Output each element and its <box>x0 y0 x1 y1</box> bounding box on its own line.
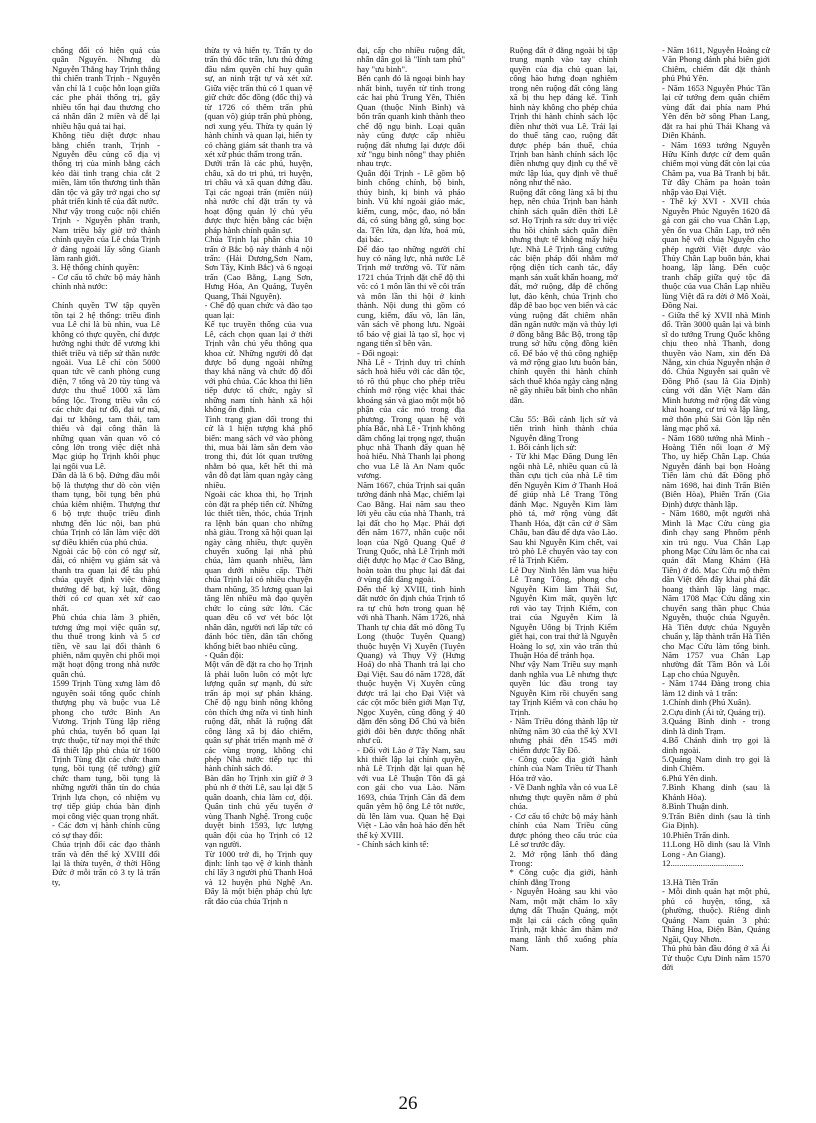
column-4-text: Ruộng đất ở đằng ngoài bị tập trung mạnh vào tay chính quyền của địa chủ quan lại, công hào hưng đoạn nghiêm trọng nên ruộng đất công làng xã bị thu hẹp đáng kể. Tình hình này không cho phép chúa Trịnh thi hành chính sách lộc điền như thời vua Lê. Trái lại do thuế tăng cao, ruộng đất được phép bán thuế, chúa Trịnh ban hành chính sách lộc điền nhưng quy định cụ thể về mức lập lúa, quy định về thuế nông như thế nào. Ruộng đất công làng xã bị thu hẹp, nên chúa Trịnh ban hành chính sách quân điền thời Lê sơ. Họ Trịnh ra sức duy trì việc thu hồi chính sách quân điền nhưng thực tế không mấy hiệu lực. Nhà Lê Trịnh tăng cường các biện pháp đối nhằm mở rộng diện tích canh tác, đẩy mạnh sản xuất khẩn hoang, mở đất, mở ruộng, đắp đê chống lụt, đào kênh, chúa Trịnh cho đắp đê bao bọc ven biển và các vùng ruộng đất chiêm nhân dân ngăn nước mặn và thủy lợi ở đồng bằng Bắc Bộ, trong tập trung sở hữu cộng đồng kiên cố. Để bảo vệ thủ công nghiệp và mở rộng giao lưu buôn bán, chính quyền thi hành chính sách thuế khóa ngày càng nặng nề gây nhiều bất bình cho nhân dân. Câu 55: Bối cảnh lịch sử và tiến trình hình thành chúa Nguyễn đằng Trong 1. Bối cảnh lịch sử: - Từ khi Mạc Đăng Dung lên ngôi nhà Lê, nhiều quan cũ là thần cựu tịch của nhà Lê tìm đến Nguyễn Kim ở Thanh Hoá để giúp nhà Lê Trang Tông đánh Mạc. Nguyễn Kim làm phò tá, mở rộng vùng đất Thanh Hóa, đặt căn cứ ở Sầm Châu, ban đầu để dựa vào Lào. Sau khi Nguyễn Kim chết, vai trò phò Lê chuyển vào tay con rể là Trịnh Kiểm. Lê Duy Ninh lên làm vua hiệu Lê Trang Tông, phong cho Nguyễn Kim làm Thái Sư, Nguyễn Kim mất, quyền lực rơi vào tay Trịnh Kiểm, con trai của Nguyễn Kim là Nguyễn Uông bị Trịnh Kiểm giết hại, con trai thứ là Nguyễn Hoàng lo sợ, xin vào trấn thủ Thuận Hóa để tránh họa. Như vậy Nam Triều suy mạnh danh nghĩa vua Lê nhưng thực quyền lúc đầu trong tay Nguyễn Kim rồi chuyển sang tay Trịnh Kiểm và con cháu họ Trịnh. - Năm Triều đóng thành lập từ những năm 30 của thế kỷ XVI nhưng phải đến 1545 mới chiếm được Tây Đô. - Công cuộc địa giới hành chính của Nam Triều từ Thanh Hóa trở vào. - Về Danh nghĩa vẫn có vua Lê nhưng thực quyền nằm ở phủ chúa. - Cơ cấu tổ chức bộ máy hành chính của Nam Triều cũng được phỏng theo cấu trúc của Lê sơ trước đây. 2. Mở rộng lãnh thổ đàng Trong: * Công cuộc địa giới, hành chính đằng Trong - Nguyễn Hoàng sau khi vào Nam, một mặt chăm lo xây dựng đất Thuận Quảng, một mặt lại cải cách công quân Trịnh, mặt khác âm thầm mở mang lãnh thổ xuống phía Nam. <box>509 46 618 954</box>
column-5 <box>662 46 770 1084</box>
column-3-text: đại, cấp cho nhiều ruộng đất, nhân dân gọi là "lính tam phủ" hay "ưu binh". Bên cạnh đó là ngoại binh hay nhất binh, tuyển từ tỉnh trong các hai phủ Trung Yên, Thiên Quan (thuộc Ninh Bình) và bốn trấn quanh kinh thành theo chế độ ngụ binh. Loại quân này cũng được cấp nhiều ruộng đất nhưng lại được đối xử "ngụ binh nông" thay phiên nhau trực. Quân đội Trịnh - Lê gồm bộ binh chống chính, bộ binh, thủy binh, kị binh và pháo binh. Vũ khí ngoài giáo mác, kiếm, cung, mộc, đao, nỏ bắn đá, có súng bằng gỗ, súng bọc da. Tên lửa, dạn lửa, hoả mù, đại bác. Để đảo tạo những người chỉ huy có năng lực, nhà nước Lê Trịnh mở trường võ. Từ năm 1721 chúa Trịnh đặt chế độ thi võ: có 1 môn lần thi về côi trấn và môn lần thi hội ở kinh thành. Nội dung thi gồm có cung, kiếm, đấu võ, lãn lăn, văn sách về phong lưu. Ngoài tổ bảo vệ giai là tạo sĩ, học vị ngang tiến sĩ bên văn. - Đối ngoại: Nhà Lê - Trịnh duy trì chính sách hoà hiếu với các dân tộc, tỏ rõ thủ phục cho phép triều chính mở rộng việc khai thác khoáng sản và giao một một bộ phận của các mỏ trong địa phương. Trong quan hệ với phía Bắc, nhà Lê - Trịnh không dâm chống lại trọng ngơ, thuận phục nhà Thanh đẩy quan hệ hoà hiếu. Nhà Thanh lại phong cho vua Lê là An Nam quốc vương. Năm 1667, chúa Trịnh sai quân tướng đánh nhà Mạc, chiếm lại Cao Bằng. Hai năm sau theo lời yêu cầu của nhà Thanh, trả lại đất cho họ Mạc. Phải đợi đến năm 1677, nhân cuộc nổi loạn của Ngô Quang Quế ở Trung Quốc, nhà Lê Trịnh mới diệt được họ Mạc ở Cao Bằng, hoàn toàn thu phục lại đất đai ở vùng đất đăng ngoài. Đến thế kỷ XVIII, tình hình đất nước ổn định chúa Trịnh tổ ra tự chủ hơn trong quan hệ với nhà Thanh. Năm 1726, nhà Thanh tự chia đất mỏ đồng Tụ Long (thuộc Tuyên Quang) thuộc huyện Vị Xuyên (Tuyên Quang) và Thụy Vỹ (Hưng Hoá) do nhà Thanh trả lại cho Đại Việt. Sau đó năm 1728, đất thuộc huyện Vị Xuyên cũng được trả lại cho Đại Việt và các cột mốc biên giới Mạn Tự, Ngọc Xuyên, cũng đồng ý 40 dặm đến sông Đổ Chú và biên giới đôi bên được thống nhất như cũ. - Đối với Lào ở Tây Nam, sau khi thiết lập lại chính quyền, nhà Lê Trịnh đặt lại quan hệ với vua Lê Thuận Tôn đã gả con gái cho vua Lào. Năm 1693, chúa Trịnh Căn đã đem quân yêm hộ ông Lê tôt nước, dù lên làm vua. Quan hệ Đại Việt - Lào vẫn hoà hảo đến hết thế kỷ XVIII. - Chính sách kinh tế: <box>357 46 465 850</box>
page-number: 26 <box>398 1093 418 1114</box>
text-columns <box>52 46 770 1084</box>
column-5-text: - Năm 1611, Nguyễn Hoàng cử Văn Phong đánh phá biên giới Chiêm, chiếm đất đặt thành phủ Phú Yên. - Năm 1653 Nguyễn Phúc Tần lại cử tướng đem quân chiếm vùng đất đai phía nam Phú Yên đến bờ sông Phan Lang, đặt ra hai phủ Thái Khang và Diên Khánh. - Năm 1693 tướng Nguyễn Hữu Kính được cử đem quân chiếm mọi vùng đất còn lại của Chăm pa, vua Bà Tranh bị bắt. Từ đây Chăm pa hoàn toàn nhập vào Đại Việt. - Thế kỷ XVI - XVII chúa Nguyễn Phúc Nguyên 1620 đã gả con gái cho vua Chân Lạp, yên ổn vua Chân Lạp, trở nên quan hệ với chúa Nguyễn cho phép người Việt được vào Thủy Chân Lạp buôn bán, khai hoang, lập làng. Đến cuộc tranh chấp giữa quý tộc đã thuộc của vua Chân Lạp nhiều lùng Việt đã ra đời ở Mô Xoài, Đồng Nai. - Giữa thế kỷ XVII nhà Minh đổ. Trần 3000 quân lại và binh sĩ do tướng Trung Quốc không chịu theo nhà Thanh, dong thuyền vào Nam, xin đến Đà Nẵng, xin chúa Nguyễn nhận ở đó. Chúa Nguyễn sai quân về Đồng Phố (sau là Gia Định) cùng với dân Việt Nam dân Minh hương mở rộng đất vùng khai hoang, cư trú và lập làng, mở thôn phủ Sài Gòn lập nên làng mạc phố xá. - Năm 1680 tướng nhà Minh - Hoàng Tiến nổi loạn ở Mỹ Tho, uy hiếp Chân Lạp. Chúa Nguyễn đánh bại bọn Hoàng Tiến làm chủ đất Đồng phố năm 1698, hai đinh Trấn Biên (Biên Hòa), Phiên Trấn (Gia Định) được thành lập. - Năm 1680, một người nhà Minh là Mạc Cửu cùng gia đình chạy sang Phnôm pênh xin trú ngụ. Vua Chân Lạp phong Mạc Cửu làm ốc nha cai quản đất Mang Khảm (Hà Tiên) ở đó. Mạc Cửu mộ thêm dân Việt đến đây khai phá đất hoang thành lập làng mạc. Năm 1708 Mạc Cửu dâng xin chuyển sang thần phục Chúa Nguyễn, thuộc chúa Nguyễn. Hà Tiên được chúa Nguyễn chuẩn y, lập thành trấn Hà Tiên cho Mạc Cửu làm tổng binh. Năm 1757 vua Chân Lạp nhường đất Tầm Bôn và Lôi Lạp cho chúa Nguyễn. - Năm 1744 Đàng trong chia làm 12 dinh và 1 trấn: 1.Chính dinh (Phú Xuân). 2.Cựu dinh (Ái tử, Quảng trị). 3.Quảng Bình dinh - trong dinh là dinh Trạm. 4.Bố Chánh dinh trọ gọi là dinh ngoài. 5.Quảng Nam dinh trọ gọi là dinh Chiêm. 6.Phú Yên dinh. 7.Bình Khang dinh (sau là Khánh Hòa). 8.Bình Thuận dinh. 9.Trấn Biên dinh (sau là tỉnh Gia Định). 10.Phiên Trấn dinh. 11.Long Hồ dinh (sau là Vĩnh Long - An Giang). 12.................................. 13.Hà Tiên Trấn - Mỗi dinh quản hạt một phủ, phủ có huyện, tổng, xã (phường, thuộc). Riêng dinh Quảng Nam quản 3 phủ: Thăng Hoa, Điện Bàn, Quảng Ngãi, Quy Nhơn. Thủ phủ bàn đầu đóng ở xã Ái Tử thuộc Cựu Dinh năm 1570 đời <box>662 46 770 972</box>
column-1 <box>52 46 160 1084</box>
column-2 <box>205 46 313 1084</box>
column-1-text: chống đối có hiện quả của quân Nguyên. Nhưng dù Nguyễn Thắng hay Trịnh thắng thì chiến tranh Trịnh - Nguyễn vẫn chỉ là 1 cuộc hỗn loạn giữa các phe phái thống trị, gây nhiều tổn hại đau thương cho cả nhân dân 2 miền và để lại nhiều hậu quả tai hại. Không tiêu diệt được nhau bằng chiến tranh, Trịnh - Nguyễn đều củng cố địa vị thống trị của mình bằng cách kéo dài tình trạng chia cắt 2 miền, làm tổn thương tình thần dân tộc và gây trở ngại cho sự phát triển kinh tế của đất nước. Như vậy trong cuộc nội chiến Trịnh - Nguyễn phân tranh, Nam triều bây giờ trở thành chính quyền của Lê chúa Trịnh ở đàng ngoài lấy sông Gianh làm ranh giới. 3. Hệ thống chính quyền: - Cơ cấu tổ chức bộ máy hành chính nhà nước: Chính quyền TW tập quyền tồn tại 2 hệ thống: triều đình vua Lê chỉ là bù nhìn, vua Lê không có thực quyền, chỉ được hưởng nghi thức để vương khi thiết triều và tiếp sứ thần nước ngoài. Vua Lê chỉ còn 5000 quan tức về canh phòng cung điện, 7 tổng và 20 tùy tùng và được thu thuế 1000 xã làm bổng lộc. Trong triều vẫn có các chức đại tư đồ, đại tư mã, đại tư không, tam thái, tam thiếu và đại công thần là những quan văn quan võ có công lớn trong việc diệt nhà Mạc giúp họ Trịnh khôi phục lại ngôi vua Lê. Dần dà là 6 bộ. Đứng đầu mỗi bộ là thượng thư dò còn viện tham tụng, bồi tụng bên phủ chúa kiêm nhiệm. Thượng thư 6 bộ trực thuộc triều đình nhưng đến lúc nội, ban phủ chúa Trịnh có lấn làm việc dời sự điều khiển của phủ chúa. Ngoài các bộ còn có ngự sử, đài, có nhiệm vụ giám sát và thanh tra quan lại để tâu phủ chúa quyết định việc thăng thưởng để bạt, kỷ luật, đồng thời có cơ quan xét xử cao nhất. Phủ chúa chia làm 3 phiên, tương ứng mọi việc quân sự, thu thuế trong kinh và 5 cơ tiền, về sau lại đổi thành 6 phiên, nắm quyền chi phối mọi mặt hoạt động trong nhà nước quân chủ. 1599 Trịnh Tùng xưng làm đô nguyên soái tổng quốc chính thượng phụ và buộc vua Lê phong cho tước Bình An Vương. Trịnh Tùng lập riêng phủ chúa, tuyển bổ quan lại trực thuộc, từ nay mọi thể thức đã thiết lập phủ chúa từ 1600 Trịnh Tùng đặt các chức tham tụng, bồi tụng (tể tướng) giữ chức tham tụng, bồi tụng là những người thân tín do chúa Trịnh lựa chọn, có nhiệm vụ trợ tiếp giúp chúa bàn định mọi công việc quan trọng nhất. - Các đơn vị hành chính cũng có sự thay đổi: Chúa trịnh đổi các đạo thành trấn và đến thế kỷ XVIII đổi lại là thừa tuyên, ở thời Hồng Đức ở mỗi trấn có 3 ty là trấn ty, <box>52 46 160 887</box>
column-4 <box>510 46 618 1084</box>
column-3 <box>357 46 465 1084</box>
column-2-text: thừa ty và hiến ty. Trấn ty do trấn thủ đốc trấn, lưu thủ đứng đầu nắm quyền chỉ huy quân sự, an ninh trật tự và xét xử. Giữa việc trấn thủ có 1 quan vệ giữ chức đốc đồng (đốc thị) và từ 1726 có thêm trấn phủ (quan võ) giúp trấn phủ phòng, nơi xung yếu. Thừa ty quản lý hành chính và quan lại, hiến ty có chàng giám sát thanh tra và xét xử phúc thẩm trong trấn. Dưới trấn là các phủ, huyện, châu, xã do tri phủ, tri huyện, tri châu và xã quan đứng đầu. Tại các ngoại trấn (miền núi) nhà nước chỉ đặt trấn ty và hoạt động quản lý chủ yếu được thực hiện bằng các biện pháp hành chính quân sự. Chúa Trịnh lại phân chia 10 trấn ở Bắc bộ này thành 4 nội trấn: (Hải Dương,Sơn Nam, Sơn Tây, Kinh Bắc) và 6 ngoại trấn (Cao Bằng, Lạng Sơn, Hưng Hóa, An Quảng, Tuyên Quang, Thái Nguyên). - Chế độ quan chức và đào tạo quan lại: Kế tục truyền thống của vua Lê, cách chọn quan lại ở thời Trịnh vẫn chủ yếu thông qua khoa cử. Những người đỗ đạt được bổ dụng ngoài những thay khả năng và chức độ đối với phủ chúa. Các khoa thi liên tiếp được tổ chức, ngày sĩ những nam tính hành xã hội không ổn định. Tình trạng gian dối trong thi cử là 1 hiện tượng khá phổ biến: mang sách vở vào phòng thi, mua bài làm sẵn đem vào trong thi, đút lót quan trường nhằm bỏ qua, kết hết thì mà vẫn đỗ đạt làm quan ngày càng nhiều. Ngoài các khoa thi, họ Trịnh còn đặt ra phép tiến cử. Những lúc thiết tiền, thóc, chúa Trịnh ra lệnh bán quan cho những nhà giàu. Trong xã hội quan lại ngày càng nhiều, thực quyền chuyển xuống lại nhà phủ chúa, làm quanh nhiều, làm quan dưới nhiều cấp. Thời chúa Trịnh lại có nhiều chuyện tham nhũng, 35 lương quan lại tăng lên nhiều mà đạo quyền chức lo củng sức lớn. Các quan đều cố vơ vét bóc lột nhân dân, người nơi lấp tức có đánh bóc tiền, dân tấn chống khổng biết bao nhiêu cũng. - Quân đội: Một vấn đề đặt ra cho họ Trịnh là phải luôn luôn có một lực lượng quân sự mạnh, đủ sức trấn áp mọi sự phản kháng. Chế độ ngụ binh nông không còn thích ứng nữa vì tình hình ruộng đất, nhất là ruộng đất công làng xã bị đảo chiếm, quân sự phát triển mạnh mẽ ở các vùng trọng, không chỉ phép Nhà nước tiếp tục thì hành chính sách đó. Bàn dân họ Trịnh xin giữ ở 3 phủ nh ở thời Lê, sau lại đặt 5 quân doanh, chia làm cơ, đội. Quân tinh chủ yếu tuyển ở vùng Thanh Nghệ. Trong cuộc duyệt binh 1593, lực lượng quân đội của họ Trịnh có 12 vạn người. Từ 1000 trở đi, họ Trịnh quy định: lính tạo vệ ở kinh thành chỉ lấy 3 người phủ Thanh Hoá và 12 huyện phủ Nghệ An. Đây là một biện pháp chủ lực rất đảo của chúa Trịnh n <box>204 46 313 906</box>
